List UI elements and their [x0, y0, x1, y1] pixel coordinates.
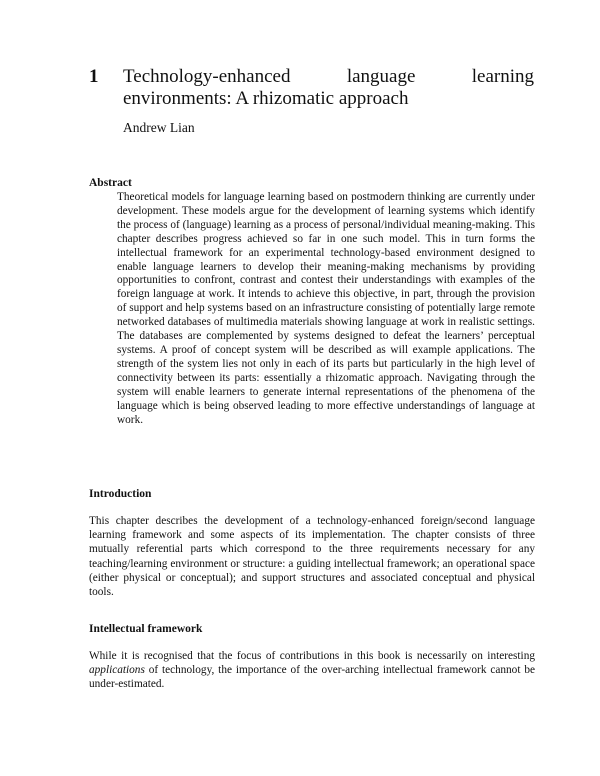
- author-name: Andrew Lian: [123, 120, 195, 135]
- chapter-number: 1: [89, 66, 99, 87]
- framework-text-before: While it is recognised that the focus of contributions in this book is necessarily on interesting: [89, 650, 535, 662]
- framework-text-emphasis: applications: [89, 664, 145, 677]
- introduction-heading: Introduction: [89, 488, 152, 500]
- abstract-heading: Abstract: [89, 177, 132, 189]
- chapter-title: Technology-enhanced language learning environments: A rhizomatic approach: [123, 66, 534, 109]
- framework-text-after: of technology, the importance of the over-arching intellectual framework cannot be under-estimated.: [89, 664, 535, 691]
- introduction-text: This chapter describes the development of a technology-enhanced foreign/second language learning framework and some aspects of its implementation. The chapter consists of three mutually referential parts which correspond to the three requirements necessary for any teaching/learning environment or structure: a guiding intellectual framework; an operational space (either physical or conceptual); and support structures and associated conceptual and physical tools.: [89, 515, 535, 599]
- abstract-text: Theoretical models for language learning based on postmodern thinking are currently under development. These models argue for the development of learning systems which identify the process of (language) learning as a process of personal/individual meaning-making. This chapter describes progress achieved so far in one such model. This in turn forms the intellectual framework for an experimental technology-based environment designed to enable language learners to develop their meaning-making mechanisms by providing opportunities to confront, contrast and contest their understandings with examples of the foreign language at work. It intends to achieve this objective, in part, through the provision of support and help systems based on an infrastructure consisting of potentially large remote networked databases of multimedia materials showing language at work in realistic settings. The databases are complemented by systems designed to defeat the learners’ perceptual systems. A proof of concept system will be described as will example applications. The strength of the system lies not only in each of its parts but particularly in the high level of connectivity between its parts: essentially a rhizomatic approach. Navigating through the system will enable learners to generate internal representations of the phenomena of the language which is being observed leading to more effective understandings of language at work.: [117, 191, 535, 426]
- intellectual-framework-heading: Intellectual framework: [89, 623, 203, 635]
- intellectual-framework-text: [89, 649, 535, 692]
